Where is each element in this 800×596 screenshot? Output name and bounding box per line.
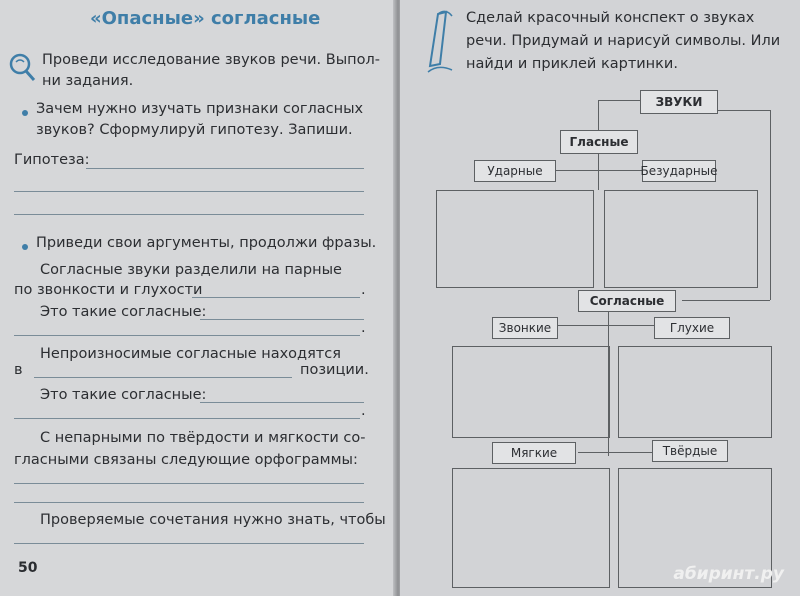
node-sounds: ЗВУКИ bbox=[640, 90, 718, 114]
connector bbox=[556, 325, 654, 326]
drawing-area-soft[interactable] bbox=[452, 468, 610, 588]
statement-6: Проверяемые сочетания нужно знать, чтобы bbox=[40, 512, 386, 528]
answer-line[interactable] bbox=[14, 335, 360, 336]
statement-3-suffix: позиции. bbox=[300, 362, 369, 378]
statement-3-prefix: в bbox=[14, 362, 23, 378]
drawing-area-unstressed[interactable] bbox=[604, 190, 758, 288]
page-title: «Опасные» согласные bbox=[90, 8, 321, 29]
statement-1: Согласные звуки разделили на парные bbox=[40, 262, 342, 278]
intro-text: Проведи исследование звуков речи. Выпол- bbox=[42, 52, 381, 68]
node-hard: Твёрдые bbox=[652, 440, 728, 462]
drawing-area-stressed[interactable] bbox=[436, 190, 594, 288]
answer-line[interactable] bbox=[14, 543, 364, 544]
node-unstressed: Безударные bbox=[642, 160, 716, 182]
statement-3: Непроизносимые согласные находятся bbox=[40, 346, 341, 362]
left-page bbox=[0, 0, 396, 596]
statement-1-cont: по звонкости и глухости bbox=[14, 282, 203, 298]
hypothesis-label: Гипотеза: bbox=[14, 152, 90, 168]
answer-line[interactable] bbox=[34, 377, 292, 378]
statement-5-cont: гласными связаны следующие орфограммы: bbox=[14, 452, 358, 468]
question-1-cont: звуков? Сформулируй гипотезу. Запиши. bbox=[36, 122, 353, 138]
bullet bbox=[22, 244, 28, 250]
task-text-cont: речи. Придумай и нарисуй символы. Или bbox=[466, 33, 781, 49]
right-page bbox=[400, 0, 800, 596]
answer-line[interactable] bbox=[14, 418, 360, 419]
answer-line[interactable] bbox=[14, 483, 364, 484]
page-number: 50 bbox=[18, 560, 38, 576]
statement-2: Это такие согласные: bbox=[40, 304, 207, 320]
period: . bbox=[361, 282, 366, 298]
bullet bbox=[22, 110, 28, 116]
period: . bbox=[361, 320, 366, 336]
connector bbox=[578, 452, 652, 453]
node-voiced: Звонкие bbox=[492, 317, 558, 339]
node-stressed: Ударные bbox=[474, 160, 556, 182]
question-1: Зачем нужно изучать признаки согласных bbox=[36, 101, 364, 117]
answer-line[interactable] bbox=[14, 214, 364, 215]
connector bbox=[682, 300, 770, 301]
magnifier-icon bbox=[8, 52, 36, 86]
answer-line[interactable] bbox=[200, 319, 364, 320]
connector bbox=[716, 110, 770, 111]
connector bbox=[598, 100, 640, 101]
connector bbox=[546, 170, 642, 171]
connector bbox=[770, 110, 771, 300]
intro-text-cont: ни задания. bbox=[42, 73, 134, 89]
connector bbox=[598, 100, 599, 132]
task-text: Сделай красочный конспект о звуках bbox=[466, 10, 755, 26]
watermark: абиринт.ру bbox=[673, 564, 784, 584]
drawing-area-voiced[interactable] bbox=[452, 346, 610, 438]
drawing-area-voiceless[interactable] bbox=[618, 346, 772, 438]
node-consonants: Согласные bbox=[578, 290, 676, 312]
question-2: Приведи свои аргументы, продолжи фразы. bbox=[36, 235, 377, 251]
answer-line[interactable] bbox=[14, 502, 364, 503]
answer-line[interactable] bbox=[14, 191, 364, 192]
statement-5: С непарными по твёрдости и мягкости со- bbox=[40, 430, 366, 446]
answer-line[interactable] bbox=[192, 297, 360, 298]
answer-line[interactable] bbox=[86, 168, 364, 169]
answer-line[interactable] bbox=[200, 402, 364, 403]
statement-4: Это такие согласные: bbox=[40, 387, 207, 403]
node-vowels: Гласные bbox=[560, 130, 638, 154]
node-voiceless: Глухие bbox=[654, 317, 730, 339]
period: . bbox=[361, 403, 366, 419]
node-soft: Мягкие bbox=[492, 442, 576, 464]
task-text-cont: найди и приклей картинки. bbox=[466, 56, 678, 72]
pencil-icon bbox=[424, 6, 460, 80]
